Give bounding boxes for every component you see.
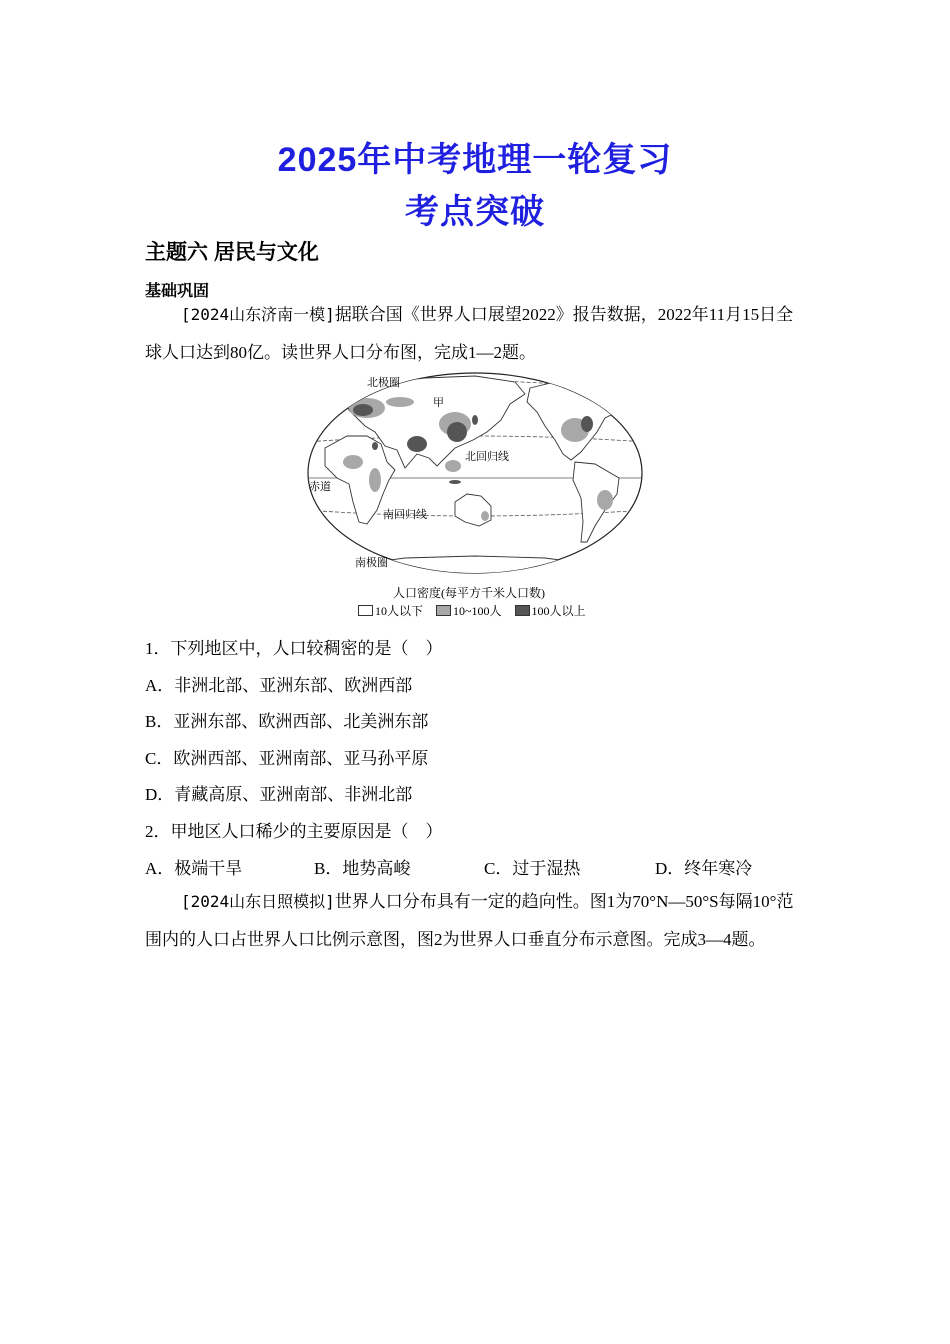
density-high-europe xyxy=(353,404,373,416)
world-population-map xyxy=(305,370,645,576)
passage-1 xyxy=(145,296,805,372)
legend-label-dense: 100人以上 xyxy=(531,604,586,618)
passage-2-text: 世界人口分布具有一定的趋向性。图1为70°N—50°S每隔10°范围内的人口占世界人口比例示意图，图2为世界人口垂直分布示意图。完成3—4题。 xyxy=(145,892,794,949)
question-2-option-c[interactable]: C．过于湿热 xyxy=(484,859,581,878)
question-2-option-d[interactable]: D．终年寒冷 xyxy=(655,859,753,878)
passage-1-source: [2024山东济南一模] xyxy=(181,305,335,324)
question-2-option-a[interactable]: A．极端干旱 xyxy=(145,859,243,878)
density-high-east-china xyxy=(447,422,467,442)
density-high-japan xyxy=(472,415,478,425)
label-arctic-circle: 北极圈 xyxy=(367,377,400,389)
subsection-title: 基础巩固 xyxy=(145,283,210,300)
density-medium-russia xyxy=(386,397,414,407)
question-2-stem: 2．甲地区人口稀少的主要原因是（ ） xyxy=(145,822,443,841)
density-medium-west-africa xyxy=(343,455,363,469)
label-jia: 甲 xyxy=(433,397,444,409)
document-title: 2025年中考地理一轮复习 xyxy=(277,141,673,179)
question-1-option-a[interactable]: A．非洲北部、亚洲东部、欧洲西部 xyxy=(145,676,413,695)
question-1-option-b[interactable]: B．亚洲东部、欧洲西部、北美洲东部 xyxy=(145,712,429,731)
legend-swatch-sparse xyxy=(358,605,373,616)
density-medium-southeast-asia xyxy=(445,460,461,472)
question-1-option-d[interactable]: D．青藏高原、亚洲南部、非洲北部 xyxy=(145,785,413,804)
legend-label-medium: 10~100人 xyxy=(453,604,502,618)
density-medium-east-africa xyxy=(369,468,381,492)
legend-label-sparse: 10人以下 xyxy=(375,604,424,618)
density-high-north-america-east xyxy=(581,416,593,432)
density-high-java xyxy=(449,480,461,484)
legend-swatch-medium xyxy=(436,605,451,616)
density-medium-australia xyxy=(481,511,489,521)
legend-item-sparse xyxy=(358,604,423,618)
map-legend xyxy=(358,602,596,619)
density-medium-south-america xyxy=(597,490,613,510)
passage-1-text: 据联合国《世界人口展望2022》报告数据，2022年11月15日全球人口达到80亿。读世界人口分布图，完成1—2题。 xyxy=(145,305,794,362)
label-tropic-of-cancer: 北回归线 xyxy=(465,451,509,463)
legend-item-dense xyxy=(515,604,586,618)
passage-2 xyxy=(145,883,805,959)
document-subtitle: 考点突破 xyxy=(405,193,545,231)
map-legend-title: 人口密度(每平方千米人口数) xyxy=(393,586,545,600)
label-equator: 赤道 xyxy=(309,481,331,493)
question-1-stem: 1．下列地区中，人口较稠密的是（ ） xyxy=(145,639,443,658)
label-tropic-of-capricorn: 南回归线 xyxy=(383,509,427,521)
question-1-option-c[interactable]: C．欧洲西部、亚洲南部、亚马孙平原 xyxy=(145,749,429,768)
question-2-option-b[interactable]: B．地势高峻 xyxy=(314,859,411,878)
legend-item-medium xyxy=(436,604,502,618)
density-high-india xyxy=(407,436,427,452)
label-antarctic-circle: 南极圈 xyxy=(355,557,388,569)
section-title: 主题六 居民与文化 xyxy=(145,241,319,264)
legend-swatch-dense xyxy=(515,605,530,616)
density-high-nile xyxy=(372,442,378,450)
passage-2-source: [2024山东日照模拟] xyxy=(181,892,335,911)
